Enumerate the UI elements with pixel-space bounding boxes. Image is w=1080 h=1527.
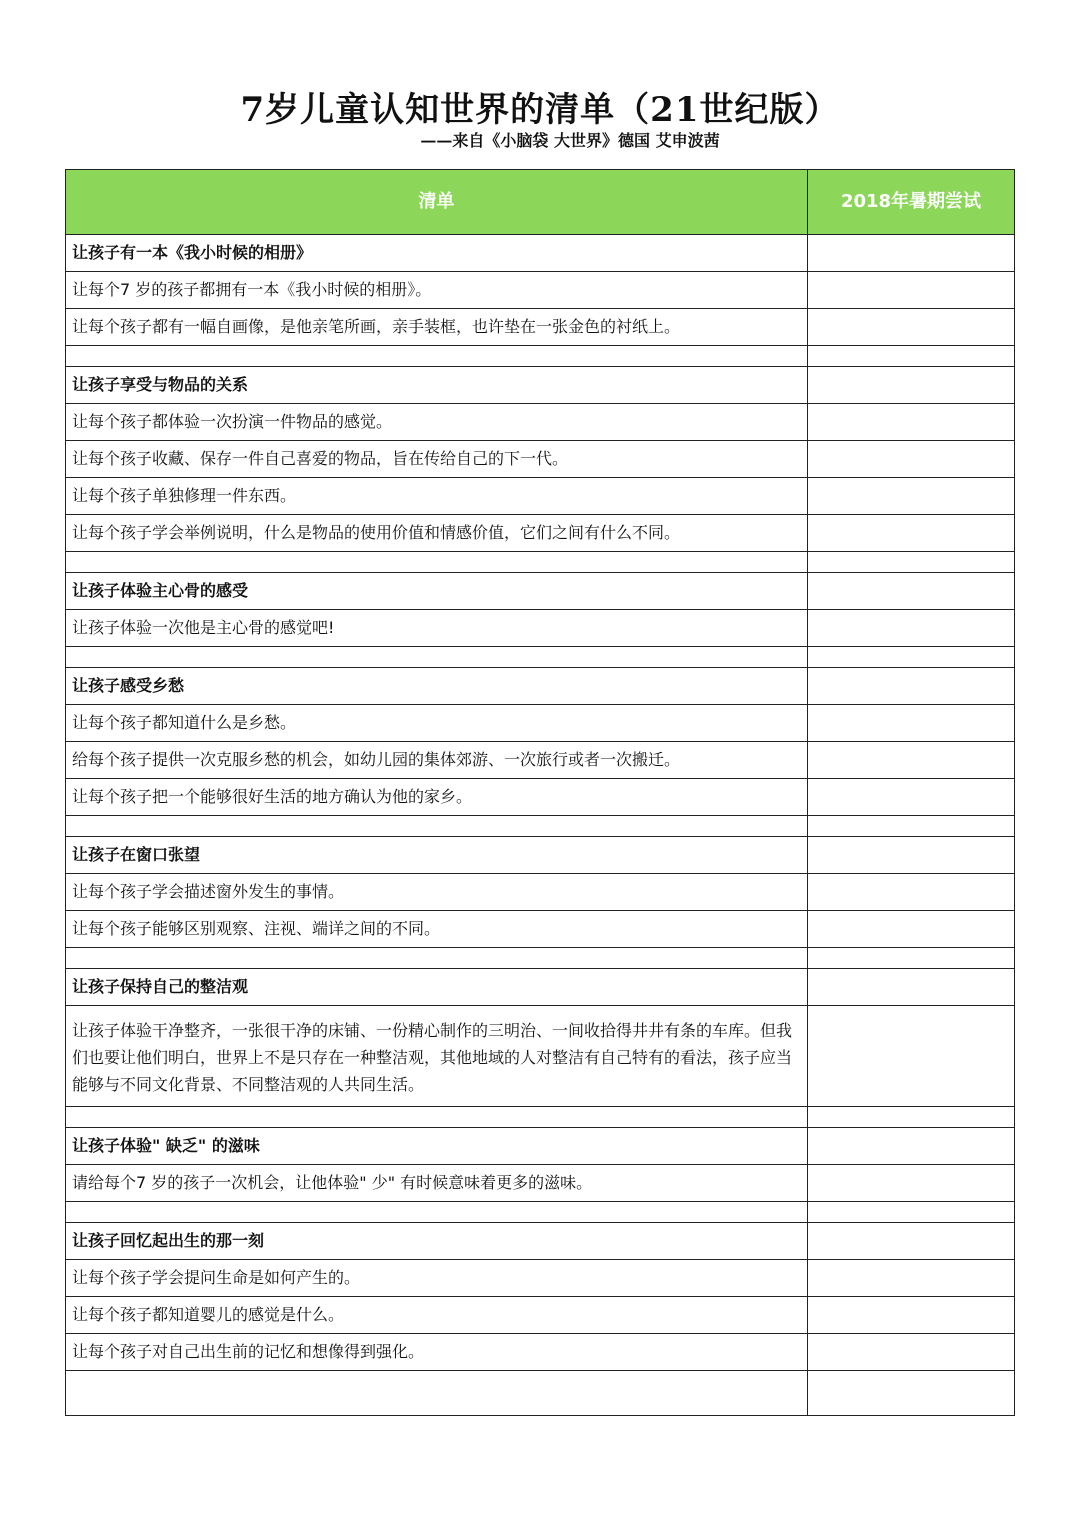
blank-cell	[66, 1371, 808, 1416]
list-item: 给每个孩子提供一次克服乡愁的机会，如幼儿园的集体郊游、一次旅行或者一次搬迁。	[66, 742, 808, 779]
trial-cell[interactable]	[808, 1006, 1015, 1107]
blank-cell	[66, 346, 808, 367]
trial-cell[interactable]	[808, 552, 1015, 573]
section-title: 让孩子有一本《我小时候的相册》	[66, 235, 808, 272]
checklist-table	[65, 169, 1015, 1416]
trial-cell[interactable]	[808, 515, 1015, 552]
trial-cell[interactable]	[808, 404, 1015, 441]
list-item: 请给每个7 岁的孩子一次机会，让他体验" 少" 有时候意味着更多的滋味。	[66, 1165, 808, 1202]
trial-cell[interactable]	[808, 610, 1015, 647]
trial-cell[interactable]	[808, 911, 1015, 948]
trial-cell[interactable]	[808, 742, 1015, 779]
blank-cell	[66, 816, 808, 837]
list-item: 让每个孩子都知道什么是乡愁。	[66, 705, 808, 742]
trial-cell[interactable]	[808, 272, 1015, 309]
blank-cell	[66, 647, 808, 668]
trial-cell[interactable]	[808, 367, 1015, 404]
trial-cell[interactable]	[808, 1165, 1015, 1202]
list-item: 让孩子体验干净整齐，一张很干净的床铺、一份精心制作的三明治、一间收拾得井井有条的车库。但我们也要让他们明白，世界上不是只存在一种整洁观，其他地域的人对整洁有自己特有的看法，孩子应当能够与不同文化背景、不同整洁观的人共同生活。	[66, 1006, 808, 1107]
list-item: 让每个孩子能够区别观察、注视、端详之间的不同。	[66, 911, 808, 948]
section-title: 让孩子体验" 缺乏" 的滋味	[66, 1128, 808, 1165]
list-item: 让每个孩子对自己出生前的记忆和想像得到强化。	[66, 1334, 808, 1371]
trial-cell[interactable]	[808, 1128, 1015, 1165]
header-list: 清单	[66, 170, 808, 235]
trial-cell[interactable]	[808, 346, 1015, 367]
trial-cell[interactable]	[808, 816, 1015, 837]
trial-cell[interactable]	[808, 478, 1015, 515]
blank-cell	[66, 948, 808, 969]
list-item: 让每个孩子收藏、保存一件自己喜爱的物品，旨在传给自己的下一代。	[66, 441, 808, 478]
trial-cell[interactable]	[808, 874, 1015, 911]
page-subtitle: ——来自《小脑袋 大世界》德国 艾申波茜	[420, 131, 720, 150]
section-title: 让孩子感受乡愁	[66, 668, 808, 705]
section-title: 让孩子体验主心骨的感受	[66, 573, 808, 610]
list-item: 让每个7 岁的孩子都拥有一本《我小时候的相册》。	[66, 272, 808, 309]
list-item: 让每个孩子都体验一次扮演一件物品的感觉。	[66, 404, 808, 441]
trial-cell[interactable]	[808, 779, 1015, 816]
blank-cell	[66, 1107, 808, 1128]
list-item: 让每个孩子学会提问生命是如何产生的。	[66, 1260, 808, 1297]
page-title: 7岁儿童认知世界的清单（21世纪版）	[240, 90, 840, 130]
trial-cell[interactable]	[808, 837, 1015, 874]
trial-cell[interactable]	[808, 969, 1015, 1006]
list-item: 让孩子体验一次他是主心骨的感觉吧!	[66, 610, 808, 647]
list-item: 让每个孩子都知道婴儿的感觉是什么。	[66, 1297, 808, 1334]
trial-cell[interactable]	[808, 235, 1015, 272]
trial-cell[interactable]	[808, 309, 1015, 346]
header-trial: 2018年暑期尝试	[808, 170, 1015, 235]
trial-cell[interactable]	[808, 1107, 1015, 1128]
trial-cell[interactable]	[808, 573, 1015, 610]
list-item: 让每个孩子单独修理一件东西。	[66, 478, 808, 515]
trial-cell[interactable]	[808, 647, 1015, 668]
trial-cell[interactable]	[808, 1260, 1015, 1297]
section-title: 让孩子在窗口张望	[66, 837, 808, 874]
section-title: 让孩子回忆起出生的那一刻	[66, 1223, 808, 1260]
trial-cell[interactable]	[808, 1371, 1015, 1416]
trial-cell[interactable]	[808, 705, 1015, 742]
list-item: 让每个孩子都有一幅自画像，是他亲笔所画，亲手装框，也许垫在一张金色的衬纸上。	[66, 309, 808, 346]
blank-cell	[66, 552, 808, 573]
table-header-row	[66, 170, 1015, 235]
trial-cell[interactable]	[808, 948, 1015, 969]
trial-cell[interactable]	[808, 1202, 1015, 1223]
list-item: 让每个孩子学会举例说明，什么是物品的使用价值和情感价值，它们之间有什么不同。	[66, 515, 808, 552]
trial-cell[interactable]	[808, 668, 1015, 705]
section-title: 让孩子享受与物品的关系	[66, 367, 808, 404]
trial-cell[interactable]	[808, 1297, 1015, 1334]
blank-cell	[66, 1202, 808, 1223]
list-item: 让每个孩子学会描述窗外发生的事情。	[66, 874, 808, 911]
trial-cell[interactable]	[808, 1334, 1015, 1371]
trial-cell[interactable]	[808, 1223, 1015, 1260]
trial-cell[interactable]	[808, 441, 1015, 478]
section-title: 让孩子保持自己的整洁观	[66, 969, 808, 1006]
list-item: 让每个孩子把一个能够很好生活的地方确认为他的家乡。	[66, 779, 808, 816]
